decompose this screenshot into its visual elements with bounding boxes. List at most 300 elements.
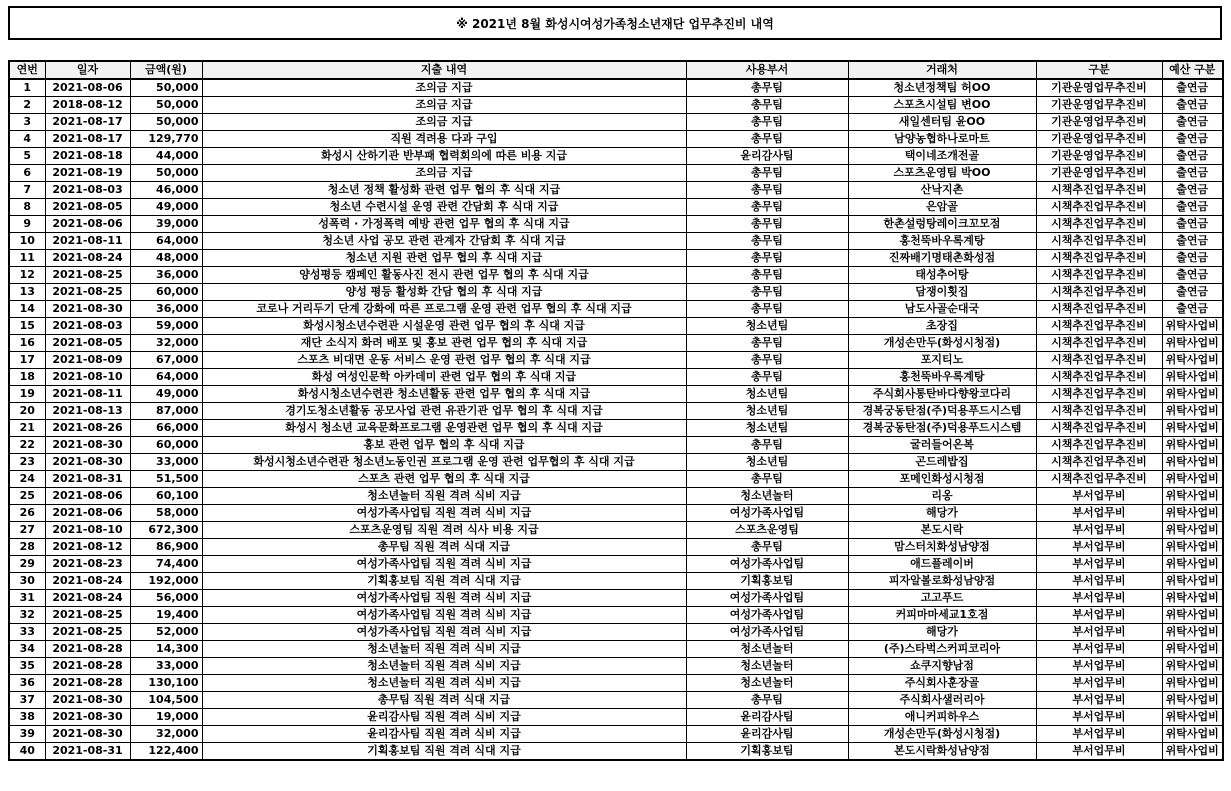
cell-budget-type: 출연금 — [1162, 267, 1223, 284]
table-row — [9, 420, 1223, 437]
cell-seq: 25 — [9, 488, 45, 505]
cell-date: 2021-08-06 — [45, 216, 130, 233]
cell-description: 재단 소식지 화려 배포 및 홍보 관련 업무 협의 후 식대 지급 — [202, 335, 686, 352]
cell-department: 총무팀 — [686, 233, 848, 250]
cell-vendor: 본도시락 — [848, 522, 1036, 539]
cell-department: 윤리감사팀 — [686, 148, 848, 165]
cell-department: 여성가족사업팀 — [686, 590, 848, 607]
cell-vendor: 포메인화성시청점 — [848, 471, 1036, 488]
header-vendor: 거래처 — [848, 61, 1036, 79]
cell-seq: 11 — [9, 250, 45, 267]
cell-vendor: 커피마마세교1호점 — [848, 607, 1036, 624]
cell-date: 2018-08-12 — [45, 97, 130, 114]
cell-date: 2021-08-11 — [45, 233, 130, 250]
table-body — [9, 79, 1223, 760]
table-row — [9, 403, 1223, 420]
table-row — [9, 675, 1223, 692]
cell-seq: 20 — [9, 403, 45, 420]
cell-description: 조의금 지급 — [202, 165, 686, 182]
cell-budget-type: 위탁사업비 — [1162, 420, 1223, 437]
cell-description: 청소년 정책 활성화 관련 업무 협의 후 식대 지급 — [202, 182, 686, 199]
cell-seq: 37 — [9, 692, 45, 709]
cell-category: 부서업무비 — [1036, 539, 1162, 556]
cell-vendor: 피자알볼로화성남양점 — [848, 573, 1036, 590]
header-department: 사용부서 — [686, 61, 848, 79]
cell-vendor: 경복궁동탄점(주)덕용푸드시스템 — [848, 403, 1036, 420]
cell-budget-type: 위탁사업비 — [1162, 488, 1223, 505]
table-row — [9, 658, 1223, 675]
cell-budget-type: 위탁사업비 — [1162, 505, 1223, 522]
cell-department: 총무팀 — [686, 267, 848, 284]
table-row — [9, 607, 1223, 624]
cell-date: 2021-08-11 — [45, 386, 130, 403]
cell-department: 총무팀 — [686, 352, 848, 369]
cell-amount: 74,400 — [130, 556, 202, 573]
cell-date: 2021-08-05 — [45, 335, 130, 352]
cell-category: 시책추진업무추진비 — [1036, 284, 1162, 301]
table-row — [9, 556, 1223, 573]
cell-budget-type: 출연금 — [1162, 301, 1223, 318]
cell-date: 2021-08-03 — [45, 182, 130, 199]
cell-department: 총무팀 — [686, 79, 848, 97]
cell-seq: 26 — [9, 505, 45, 522]
cell-amount: 59,000 — [130, 318, 202, 335]
table-row — [9, 573, 1223, 590]
cell-amount: 48,000 — [130, 250, 202, 267]
cell-vendor: 굴러들어온복 — [848, 437, 1036, 454]
cell-amount: 51,500 — [130, 471, 202, 488]
cell-category: 부서업무비 — [1036, 607, 1162, 624]
cell-amount: 36,000 — [130, 267, 202, 284]
cell-category: 시책추진업무추진비 — [1036, 471, 1162, 488]
cell-date: 2021-08-25 — [45, 624, 130, 641]
cell-vendor: 은암골 — [848, 199, 1036, 216]
cell-vendor: 스포츠운영팀 박OO — [848, 165, 1036, 182]
cell-date: 2021-08-28 — [45, 641, 130, 658]
cell-seq: 8 — [9, 199, 45, 216]
cell-date: 2021-08-06 — [45, 488, 130, 505]
cell-description: 여성가족사업팀 직원 격려 식비 지급 — [202, 505, 686, 522]
cell-description: 청소년놀터 직원 격려 식비 지급 — [202, 641, 686, 658]
cell-date: 2021-08-30 — [45, 454, 130, 471]
cell-seq: 39 — [9, 726, 45, 743]
cell-seq: 32 — [9, 607, 45, 624]
cell-amount: 60,100 — [130, 488, 202, 505]
cell-description: 여성가족사업팀 직원 격려 식비 지급 — [202, 624, 686, 641]
cell-description: 청소년 수련시설 운영 관련 간담회 후 식대 지급 — [202, 199, 686, 216]
table-row — [9, 454, 1223, 471]
cell-amount: 44,000 — [130, 148, 202, 165]
cell-description: 총무팀 직원 격려 식대 지급 — [202, 692, 686, 709]
cell-date: 2021-08-10 — [45, 522, 130, 539]
table-row — [9, 726, 1223, 743]
cell-date: 2021-08-13 — [45, 403, 130, 420]
cell-department: 총무팀 — [686, 369, 848, 386]
cell-budget-type: 위탁사업비 — [1162, 352, 1223, 369]
cell-category: 시책추진업무추진비 — [1036, 420, 1162, 437]
table-row — [9, 386, 1223, 403]
cell-amount: 64,000 — [130, 369, 202, 386]
cell-vendor: 청소년정책팀 허OO — [848, 79, 1036, 97]
cell-seq: 1 — [9, 79, 45, 97]
cell-description: 기획홍보팀 직원 격려 식대 지급 — [202, 743, 686, 761]
cell-category: 시책추진업무추진비 — [1036, 199, 1162, 216]
cell-seq: 40 — [9, 743, 45, 761]
table-row — [9, 539, 1223, 556]
cell-seq: 30 — [9, 573, 45, 590]
cell-amount: 19,000 — [130, 709, 202, 726]
cell-budget-type: 위탁사업비 — [1162, 658, 1223, 675]
cell-date: 2021-08-24 — [45, 573, 130, 590]
cell-amount: 36,000 — [130, 301, 202, 318]
cell-description: 여성가족사업팀 직원 격려 식비 지급 — [202, 556, 686, 573]
cell-budget-type: 위탁사업비 — [1162, 624, 1223, 641]
table-row — [9, 522, 1223, 539]
cell-date: 2021-08-18 — [45, 148, 130, 165]
cell-department: 윤리감사팀 — [686, 726, 848, 743]
cell-amount: 56,000 — [130, 590, 202, 607]
cell-vendor: 애드플레이버 — [848, 556, 1036, 573]
cell-budget-type: 위탁사업비 — [1162, 386, 1223, 403]
table-row — [9, 709, 1223, 726]
cell-vendor: 주식회사훈장골 — [848, 675, 1036, 692]
cell-vendor: 개성손만두(화성시청점) — [848, 726, 1036, 743]
cell-description: 기획홍보팀 직원 격려 식대 지급 — [202, 573, 686, 590]
cell-budget-type: 위탁사업비 — [1162, 539, 1223, 556]
cell-amount: 49,000 — [130, 386, 202, 403]
cell-department: 총무팀 — [686, 131, 848, 148]
cell-budget-type: 위탁사업비 — [1162, 607, 1223, 624]
cell-department: 윤리감사팀 — [686, 709, 848, 726]
cell-budget-type: 위탁사업비 — [1162, 437, 1223, 454]
cell-category: 부서업무비 — [1036, 505, 1162, 522]
header-date: 일자 — [45, 61, 130, 79]
cell-seq: 5 — [9, 148, 45, 165]
cell-seq: 28 — [9, 539, 45, 556]
cell-department: 청소년놀터 — [686, 675, 848, 692]
cell-category: 시책추진업무추진비 — [1036, 437, 1162, 454]
cell-vendor: 개성손만두(화성시청점) — [848, 335, 1036, 352]
cell-seq: 34 — [9, 641, 45, 658]
cell-vendor: 홍천뚝바우록계탕 — [848, 233, 1036, 250]
cell-category: 부서업무비 — [1036, 726, 1162, 743]
cell-date: 2021-08-24 — [45, 590, 130, 607]
cell-category: 부서업무비 — [1036, 709, 1162, 726]
cell-vendor: 한촌설렁탕레이크꼬모점 — [848, 216, 1036, 233]
cell-amount: 86,900 — [130, 539, 202, 556]
table-row — [9, 505, 1223, 522]
cell-seq: 13 — [9, 284, 45, 301]
cell-budget-type: 위탁사업비 — [1162, 675, 1223, 692]
cell-description: 직원 격려용 다과 구입 — [202, 131, 686, 148]
cell-amount: 192,000 — [130, 573, 202, 590]
cell-category: 시책추진업무추진비 — [1036, 454, 1162, 471]
cell-vendor: 해당가 — [848, 505, 1036, 522]
cell-vendor: 곤드레밥집 — [848, 454, 1036, 471]
table-row — [9, 284, 1223, 301]
cell-department: 총무팀 — [686, 284, 848, 301]
cell-date: 2021-08-24 — [45, 250, 130, 267]
cell-budget-type: 위탁사업비 — [1162, 335, 1223, 352]
cell-department: 총무팀 — [686, 437, 848, 454]
cell-date: 2021-08-05 — [45, 199, 130, 216]
cell-description: 조의금 지급 — [202, 97, 686, 114]
cell-seq: 17 — [9, 352, 45, 369]
cell-department: 총무팀 — [686, 165, 848, 182]
cell-budget-type: 출연금 — [1162, 114, 1223, 131]
header-description: 지출 내역 — [202, 61, 686, 79]
table-row — [9, 148, 1223, 165]
cell-vendor: (주)스타벅스커피코리아 — [848, 641, 1036, 658]
cell-vendor: 남양농협하나로마트 — [848, 131, 1036, 148]
cell-department: 총무팀 — [686, 335, 848, 352]
cell-category: 부서업무비 — [1036, 743, 1162, 761]
cell-seq: 29 — [9, 556, 45, 573]
table-row — [9, 165, 1223, 182]
cell-vendor: 스포츠시설팀 변OO — [848, 97, 1036, 114]
cell-description: 화성시청소년수련관 청소년노동인권 프로그램 운영 관련 업무협의 후 식대 지급 — [202, 454, 686, 471]
cell-category: 부서업무비 — [1036, 590, 1162, 607]
cell-vendor: 초장집 — [848, 318, 1036, 335]
cell-description: 청소년 지원 관련 업무 협의 후 식대 지급 — [202, 250, 686, 267]
table-row — [9, 590, 1223, 607]
cell-description: 화성시청소년수련관 시설운영 관련 업무 협의 후 식대 지급 — [202, 318, 686, 335]
cell-seq: 27 — [9, 522, 45, 539]
cell-amount: 58,000 — [130, 505, 202, 522]
cell-date: 2021-08-25 — [45, 607, 130, 624]
cell-department: 총무팀 — [686, 250, 848, 267]
cell-vendor: 포지티노 — [848, 352, 1036, 369]
cell-seq: 15 — [9, 318, 45, 335]
cell-seq: 22 — [9, 437, 45, 454]
table-row — [9, 437, 1223, 454]
table-row — [9, 335, 1223, 352]
table-row — [9, 267, 1223, 284]
cell-description: 청소년놀터 직원 격려 식비 지급 — [202, 488, 686, 505]
cell-seq: 6 — [9, 165, 45, 182]
cell-category: 기관운영업무추진비 — [1036, 131, 1162, 148]
cell-department: 기획홍보팀 — [686, 573, 848, 590]
cell-budget-type: 출연금 — [1162, 131, 1223, 148]
cell-department: 총무팀 — [686, 301, 848, 318]
cell-description: 경기도청소년활동 공모사업 관련 유관기관 업무 협의 후 식대 지급 — [202, 403, 686, 420]
cell-amount: 14,300 — [130, 641, 202, 658]
table-row — [9, 131, 1223, 148]
cell-category: 시책추진업무추진비 — [1036, 335, 1162, 352]
header-amount: 금액(원) — [130, 61, 202, 79]
cell-category: 시책추진업무추진비 — [1036, 301, 1162, 318]
cell-date: 2021-08-30 — [45, 692, 130, 709]
table-row — [9, 250, 1223, 267]
table-row — [9, 641, 1223, 658]
cell-seq: 19 — [9, 386, 45, 403]
cell-date: 2021-08-03 — [45, 318, 130, 335]
cell-category: 부서업무비 — [1036, 624, 1162, 641]
cell-amount: 87,000 — [130, 403, 202, 420]
cell-budget-type: 위탁사업비 — [1162, 556, 1223, 573]
cell-budget-type: 위탁사업비 — [1162, 318, 1223, 335]
cell-date: 2021-08-06 — [45, 505, 130, 522]
cell-category: 부서업무비 — [1036, 573, 1162, 590]
cell-category: 부서업무비 — [1036, 488, 1162, 505]
cell-category: 시책추진업무추진비 — [1036, 216, 1162, 233]
cell-department: 여성가족사업팀 — [686, 556, 848, 573]
cell-category: 시책추진업무추진비 — [1036, 318, 1162, 335]
cell-description: 화성시청소년수련관 청소년활동 관련 업무 협의 후 식대 지급 — [202, 386, 686, 403]
cell-department: 총무팀 — [686, 692, 848, 709]
cell-amount: 60,000 — [130, 437, 202, 454]
cell-department: 청소년놀터 — [686, 641, 848, 658]
table-row — [9, 216, 1223, 233]
cell-department: 총무팀 — [686, 539, 848, 556]
cell-vendor: 홍천뚝바우록계탕 — [848, 369, 1036, 386]
cell-seq: 3 — [9, 114, 45, 131]
table-row — [9, 114, 1223, 131]
cell-seq: 9 — [9, 216, 45, 233]
cell-seq: 36 — [9, 675, 45, 692]
cell-vendor: 해당가 — [848, 624, 1036, 641]
cell-budget-type: 위탁사업비 — [1162, 454, 1223, 471]
cell-vendor: 진짜배기명태촌화성점 — [848, 250, 1036, 267]
cell-description: 청소년놀터 직원 격려 식비 지급 — [202, 675, 686, 692]
cell-department: 청소년놀터 — [686, 488, 848, 505]
cell-category: 시책추진업무추진비 — [1036, 233, 1162, 250]
cell-vendor: 새일센터팀 윤OO — [848, 114, 1036, 131]
cell-vendor: 담쟁이횟집 — [848, 284, 1036, 301]
cell-date: 2021-08-28 — [45, 675, 130, 692]
document-title: ※ 2021년 8월 화성시여성가족청소년재단 업무추진비 내역 — [8, 6, 1222, 40]
table-row — [9, 369, 1223, 386]
cell-amount: 33,000 — [130, 658, 202, 675]
cell-description: 스포츠운영팀 직원 격려 식사 비용 지급 — [202, 522, 686, 539]
cell-amount: 52,000 — [130, 624, 202, 641]
cell-vendor: 쇼쿠지향남점 — [848, 658, 1036, 675]
cell-budget-type: 출연금 — [1162, 165, 1223, 182]
cell-description: 양성평등 캠페인 활동사진 전시 관련 업무 협의 후 식대 지급 — [202, 267, 686, 284]
table-row — [9, 79, 1223, 97]
cell-vendor: 남도사골순대국 — [848, 301, 1036, 318]
cell-budget-type: 출연금 — [1162, 182, 1223, 199]
cell-date: 2021-08-30 — [45, 709, 130, 726]
cell-vendor: 산낙지촌 — [848, 182, 1036, 199]
cell-amount: 32,000 — [130, 726, 202, 743]
cell-description: 성폭력 · 가정폭력 예방 관련 업무 협의 후 식대 지급 — [202, 216, 686, 233]
cell-budget-type: 출연금 — [1162, 199, 1223, 216]
cell-seq: 4 — [9, 131, 45, 148]
cell-category: 기관운영업무추진비 — [1036, 148, 1162, 165]
cell-category: 부서업무비 — [1036, 692, 1162, 709]
cell-seq: 7 — [9, 182, 45, 199]
cell-budget-type: 출연금 — [1162, 284, 1223, 301]
cell-amount: 60,000 — [130, 284, 202, 301]
cell-date: 2021-08-17 — [45, 131, 130, 148]
expense-table — [8, 60, 1224, 761]
cell-amount: 64,000 — [130, 233, 202, 250]
cell-description: 여성가족사업팀 직원 격려 식비 지급 — [202, 590, 686, 607]
cell-budget-type: 출연금 — [1162, 233, 1223, 250]
cell-date: 2021-08-23 — [45, 556, 130, 573]
cell-seq: 12 — [9, 267, 45, 284]
cell-description: 총무팀 직원 격려 식대 지급 — [202, 539, 686, 556]
cell-seq: 21 — [9, 420, 45, 437]
cell-budget-type: 위탁사업비 — [1162, 369, 1223, 386]
cell-seq: 38 — [9, 709, 45, 726]
cell-department: 총무팀 — [686, 114, 848, 131]
cell-category: 시책추진업무추진비 — [1036, 182, 1162, 199]
header-budget-type: 예산 구분 — [1162, 61, 1223, 79]
cell-amount: 49,000 — [130, 199, 202, 216]
cell-date: 2021-08-30 — [45, 301, 130, 318]
cell-date: 2021-08-31 — [45, 743, 130, 761]
cell-vendor: 리옹 — [848, 488, 1036, 505]
cell-category: 시책추진업무추진비 — [1036, 267, 1162, 284]
cell-amount: 50,000 — [130, 97, 202, 114]
cell-category: 기관운영업무추진비 — [1036, 79, 1162, 97]
cell-department: 청소년팀 — [686, 386, 848, 403]
cell-department: 총무팀 — [686, 97, 848, 114]
cell-vendor: 경복궁동탄점(주)덕용푸드시스템 — [848, 420, 1036, 437]
cell-budget-type: 출연금 — [1162, 250, 1223, 267]
cell-department: 청소년팀 — [686, 403, 848, 420]
cell-date: 2021-08-06 — [45, 79, 130, 97]
cell-department: 기획홍보팀 — [686, 743, 848, 761]
cell-vendor: 주식회사통탄바다향왕코다리 — [848, 386, 1036, 403]
cell-amount: 129,770 — [130, 131, 202, 148]
cell-date: 2021-08-28 — [45, 658, 130, 675]
cell-description: 화성시 산하기관 반부패 협력회의에 따른 비용 지급 — [202, 148, 686, 165]
cell-amount: 67,000 — [130, 352, 202, 369]
cell-amount: 50,000 — [130, 79, 202, 97]
cell-amount: 130,100 — [130, 675, 202, 692]
cell-vendor: 택이네조개전골 — [848, 148, 1036, 165]
cell-amount: 19,400 — [130, 607, 202, 624]
cell-category: 부서업무비 — [1036, 556, 1162, 573]
cell-date: 2021-08-12 — [45, 539, 130, 556]
cell-budget-type: 위탁사업비 — [1162, 709, 1223, 726]
cell-department: 여성가족사업팀 — [686, 624, 848, 641]
cell-amount: 32,000 — [130, 335, 202, 352]
cell-category: 부서업무비 — [1036, 641, 1162, 658]
cell-budget-type: 위탁사업비 — [1162, 471, 1223, 488]
cell-department: 총무팀 — [686, 471, 848, 488]
cell-category: 기관운영업무추진비 — [1036, 114, 1162, 131]
cell-category: 시책추진업무추진비 — [1036, 386, 1162, 403]
cell-department: 청소년놀터 — [686, 658, 848, 675]
cell-budget-type: 위탁사업비 — [1162, 692, 1223, 709]
cell-amount: 50,000 — [130, 165, 202, 182]
cell-description: 스포츠 관련 업무 협의 후 식대 지급 — [202, 471, 686, 488]
cell-date: 2021-08-17 — [45, 114, 130, 131]
cell-budget-type: 위탁사업비 — [1162, 641, 1223, 658]
cell-department: 여성가족사업팀 — [686, 607, 848, 624]
table-row — [9, 471, 1223, 488]
cell-department: 청소년팀 — [686, 454, 848, 471]
cell-date: 2021-08-10 — [45, 369, 130, 386]
cell-department: 여성가족사업팀 — [686, 505, 848, 522]
cell-budget-type: 출연금 — [1162, 97, 1223, 114]
cell-budget-type: 위탁사업비 — [1162, 590, 1223, 607]
cell-description: 조의금 지급 — [202, 114, 686, 131]
cell-description: 스포츠 비대면 운동 서비스 운영 관련 업무 협의 후 식대 지급 — [202, 352, 686, 369]
cell-category: 부서업무비 — [1036, 675, 1162, 692]
cell-date: 2021-08-26 — [45, 420, 130, 437]
cell-department: 총무팀 — [686, 182, 848, 199]
cell-budget-type: 출연금 — [1162, 216, 1223, 233]
cell-description: 화성 여성인문학 아카데미 관련 업무 협의 후 식대 지급 — [202, 369, 686, 386]
table-row — [9, 182, 1223, 199]
cell-category: 시책추진업무추진비 — [1036, 403, 1162, 420]
cell-department: 청소년팀 — [686, 420, 848, 437]
